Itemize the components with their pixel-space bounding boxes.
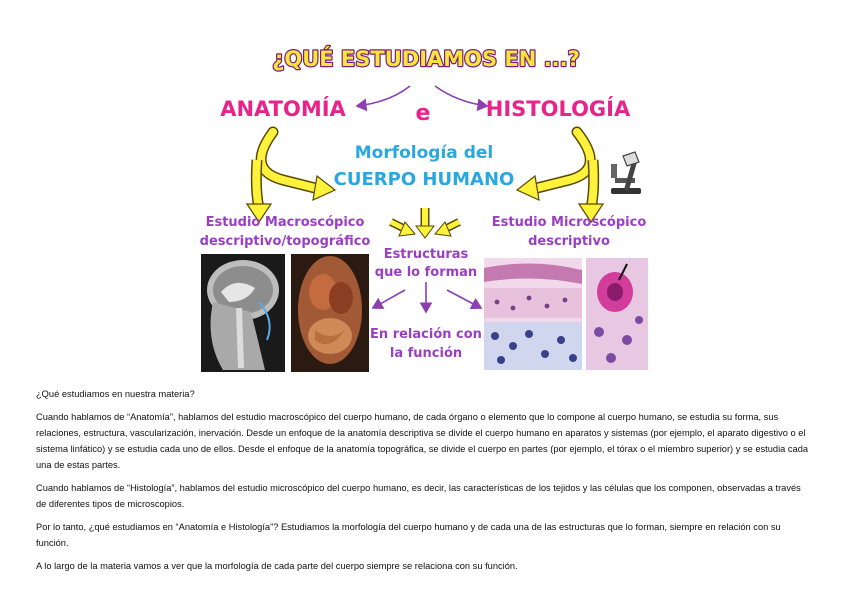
infographic (195, 40, 657, 374)
paragraph-anatomy: Cuando hablamos de “Anatomía”, hablamos del estudio macroscópico del cuerpo humano, de cada órgano o elemento que lo compone al cuerpo humano, se estudia su forma, sus relaciones, estructura, vascularización, inervación. Desde un enfoque de la anatomía descriptiva se divide el cuerpo humano en aparatos y sistemas (por ejemplo, el aparato digestivo o el sistema linfático) y se estudia cada uno de ellos. Desde el enfoque de la anatomía topográfica, se divide el cuerpo en partes (por ejemplo, el tórax o el miembro superior) y se estudia cada una de estas partes. (36, 412, 809, 470)
arrow-to-anatomy (357, 86, 410, 106)
function-line2: la función (389, 346, 463, 361)
arrow-to-histology (435, 86, 487, 106)
paragraph-conclusion: A lo largo de la materia vamos a ver que la morfología de cada parte del cuerpo siempre se relaciona con su función. (36, 561, 518, 571)
question-heading: ¿Qué estudiamos en nuestra materia? (36, 389, 195, 399)
morphology-line1: Morfología del (354, 143, 494, 163)
structures-line1: Estructuras (383, 247, 469, 262)
histology-tissue-image (484, 258, 582, 370)
brain-mri-image (201, 254, 285, 372)
macro-line2: descriptivo/topográfico (199, 234, 371, 249)
histology-heading: HISTOLOGÍA (485, 97, 631, 121)
morphology-line2: CUERPO HUMANO (333, 169, 515, 190)
anatomy-heading: ANATOMÍA (220, 97, 346, 121)
structures-line2: que lo forman (374, 265, 478, 280)
paragraph-histology: Cuando hablamos de “Histología”, hablamos del estudio microscópico del cuerpo humano, es decir, las características de los tejidos y las células que los componen, observadas a través de diferentes tipos de microscopios. (36, 483, 801, 509)
paragraph-summary: Por lo tanto, ¿qué estudiamos en “Anatomía e Histología”? Estudiamos la morfología del cuerpo humano y de cada una de las estructuras que lo forman, siempre en relación con su función. (36, 522, 781, 548)
histology-cell-image (586, 258, 648, 370)
microscope-icon (611, 152, 641, 194)
function-line1: En relación con (370, 327, 482, 342)
torso-anatomy-image (291, 254, 369, 372)
text-block (36, 386, 812, 581)
macro-line1: Estudio Macroscópico (205, 215, 365, 230)
connector-e: e (415, 101, 431, 126)
micro-line1: Estudio Microscópico (491, 215, 647, 230)
infographic-title: ¿QUÉ ESTUDIAMOS EN ...? (272, 47, 580, 71)
micro-line2: descriptivo (528, 234, 610, 249)
